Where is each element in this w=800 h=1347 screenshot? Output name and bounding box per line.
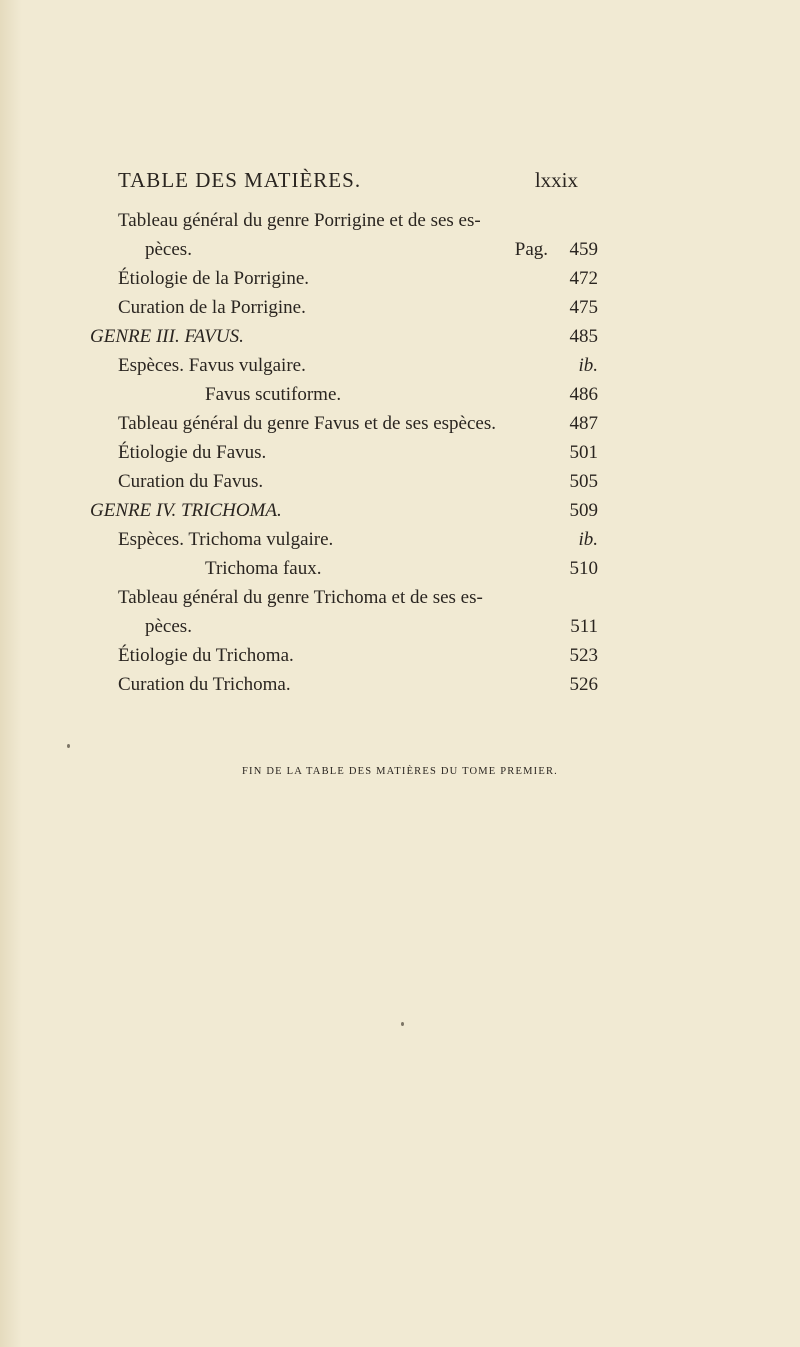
toc-entry xyxy=(0,236,800,264)
toc-entry-page: 459 xyxy=(569,239,598,260)
toc-entry xyxy=(0,352,800,380)
toc-entry xyxy=(0,381,800,409)
toc-entry-text: Tableau général du genre Favus et de ses espèces. xyxy=(118,413,496,434)
toc-entry-text: Étiologie de la Porrigine. xyxy=(118,268,310,289)
toc-entry-page: 486 xyxy=(569,384,598,405)
toc-pag-abbreviation: Pag. xyxy=(514,239,548,260)
end-note: FIN DE LA TABLE DES MATIÈRES DU TOME PREMIER. xyxy=(242,766,558,777)
toc-entry-text: Favus scutiforme. xyxy=(205,384,342,405)
toc-entry-page: 487 xyxy=(569,413,598,434)
toc-entry xyxy=(0,323,800,351)
toc-entry-page: 505 xyxy=(569,471,598,492)
toc-entry-page: ib. xyxy=(578,355,598,376)
toc-entry xyxy=(0,439,800,467)
toc-entry-text: pèces. xyxy=(145,616,192,637)
toc-entry xyxy=(0,613,800,641)
toc-entry-page: 526 xyxy=(569,674,598,695)
paper-speck xyxy=(401,1022,404,1026)
toc-entry xyxy=(0,294,800,322)
toc-entry-page: ib. xyxy=(578,529,598,550)
toc-entry-page: 509 xyxy=(569,500,598,521)
paper-speck xyxy=(67,744,70,748)
toc-entry xyxy=(0,497,800,525)
toc-entry xyxy=(0,265,800,293)
toc-entry-page: 511 xyxy=(570,616,598,637)
toc-entry xyxy=(0,207,800,235)
toc-entry-page: 501 xyxy=(569,442,598,463)
toc-entry-text: Étiologie du Trichoma. xyxy=(118,645,294,666)
toc-entry xyxy=(0,584,800,612)
toc-entry-text: pèces. xyxy=(145,239,192,260)
toc-entry xyxy=(0,410,800,438)
toc-entry-page: 472 xyxy=(569,268,598,289)
toc-entry-page: 523 xyxy=(569,645,598,666)
toc-entry-page: 510 xyxy=(569,558,598,579)
toc-entry-text: Espèces. Trichoma vulgaire. xyxy=(118,529,334,550)
toc-entry xyxy=(0,642,800,670)
header-page-number: lxxix xyxy=(534,168,578,192)
toc-entry-page: 475 xyxy=(569,297,598,318)
toc-entry-page: 485 xyxy=(569,326,598,347)
toc-entry xyxy=(0,526,800,554)
toc-entry-text: Tableau général du genre Porrigine et de ses es- xyxy=(118,210,481,231)
toc-entry-text: Trichoma faux. xyxy=(205,558,322,579)
header-title: TABLE DES MATIÈRES. xyxy=(118,168,362,192)
toc-entry-text: Curation du Trichoma. xyxy=(118,674,291,695)
toc-entry-text: GENRE IV. TRICHOMA. xyxy=(90,500,282,521)
toc-entry xyxy=(0,468,800,496)
toc-entry-text: Curation de la Porrigine. xyxy=(118,297,306,318)
toc-entry-text: Tableau général du genre Trichoma et de ses es- xyxy=(118,587,483,608)
toc-entry-text: Espèces. Favus vulgaire. xyxy=(118,355,306,376)
toc-entry xyxy=(0,555,800,583)
toc-entry-text: Curation du Favus. xyxy=(118,471,264,492)
toc-entry-text: Étiologie du Favus. xyxy=(118,442,267,463)
toc-entry-text: GENRE III. FAVUS. xyxy=(90,326,244,347)
toc-entry xyxy=(0,671,800,699)
